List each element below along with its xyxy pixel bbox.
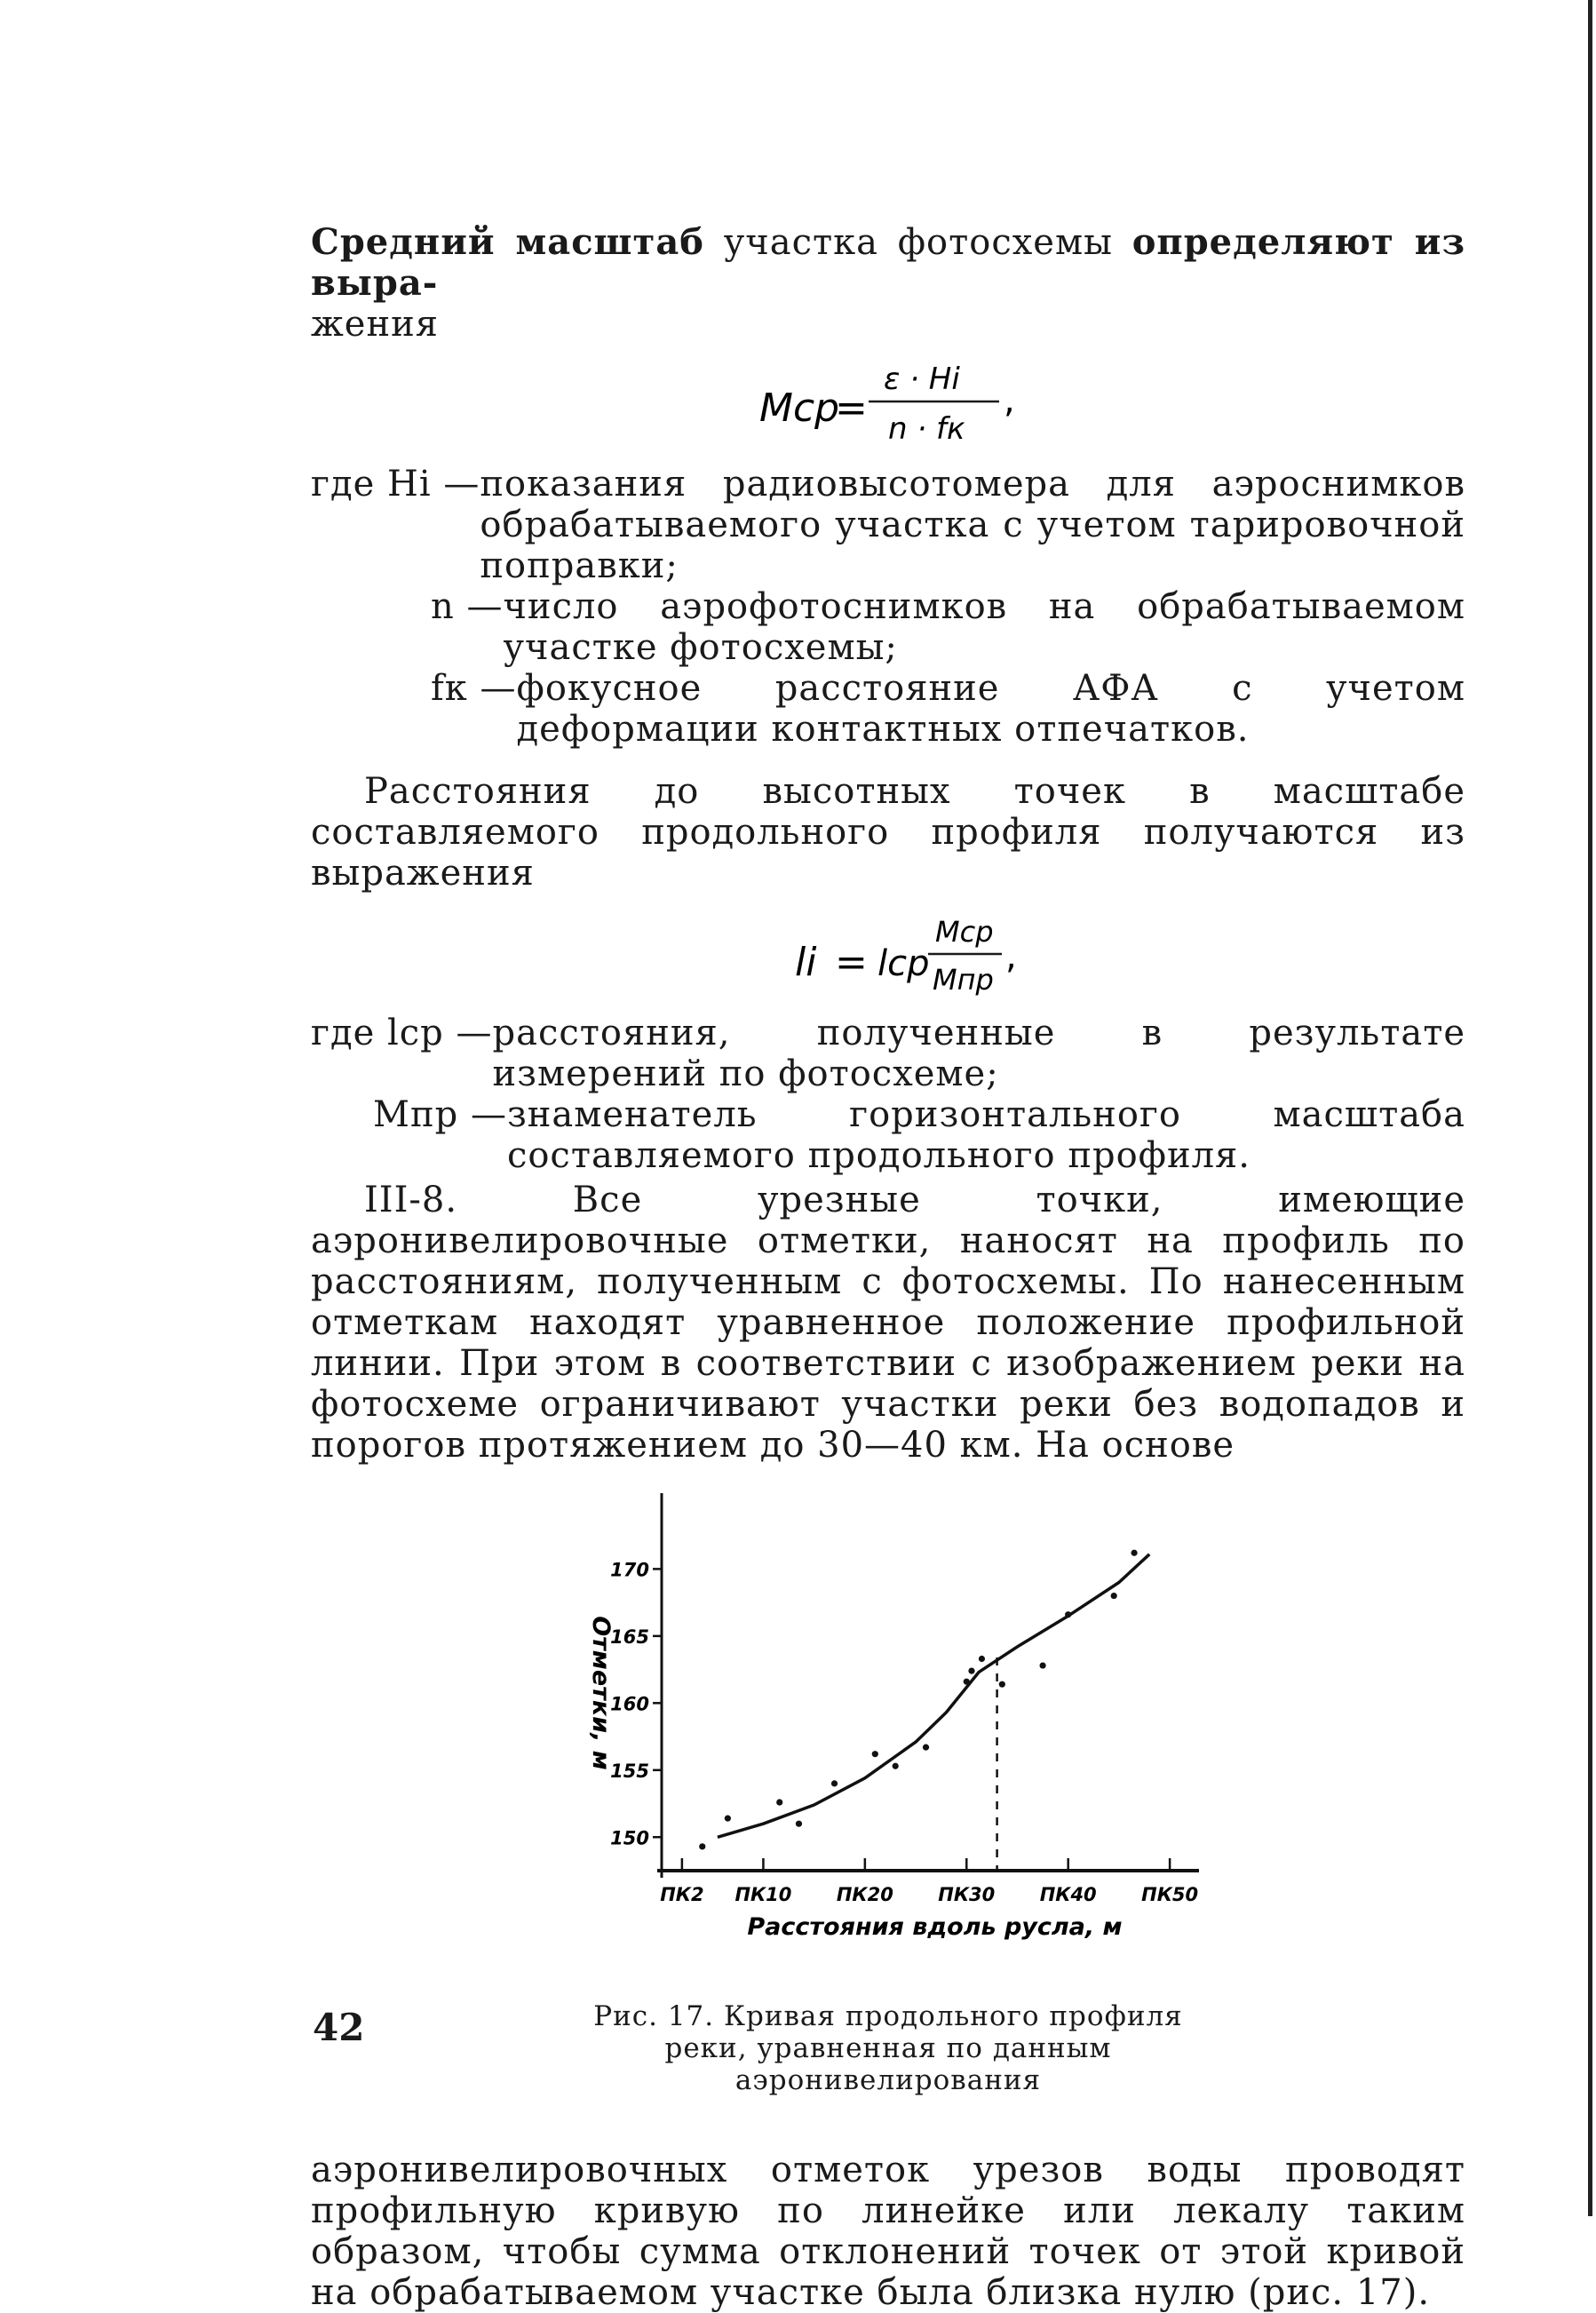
data-point <box>699 1843 705 1849</box>
x-tick-label: ПК2 <box>660 1884 704 1905</box>
page-edge-line <box>1588 0 1592 2216</box>
profile-chart <box>568 1489 1208 1986</box>
definition-row <box>311 1013 1465 1094</box>
paragraph-2: Расстояния до высотных точек в масштабе составляемого продольного профиля получаются из выражения <box>311 771 1465 894</box>
data-point <box>923 1745 929 1751</box>
formula1-eq: = <box>835 386 868 431</box>
data-point <box>968 1667 974 1673</box>
data-point <box>796 1821 802 1827</box>
p1-bold-1: Средний масштаб <box>311 221 704 263</box>
def-rhs: фокусное расстояние АФА с учетом деформации контактных отпечатков. <box>516 668 1465 750</box>
chart-x-label: Расстояния вдоль русла, м <box>747 1913 1123 1941</box>
formula1-tail: , <box>1004 380 1015 421</box>
paragraph-3: III-8. Все урезные точки, имеющие аэронивелировочные отметки, наносят на профиль по расстояниям, полученным с фотосхемы. По нанесенным отметкам находят уравненное положение профильной линии. При этом в соответствии с изображением реки на фотосхеме ограничивают участки реки без водопадов и порогов протяжением до 30—40 км. На основе <box>311 1180 1465 1466</box>
data-point <box>1131 1550 1137 1556</box>
formula-distance-svg <box>311 906 1465 1004</box>
figure-caption: Рис. 17. Кривая продольного профиля реки, уравненная по данным аэронивелирования <box>593 2000 1183 2096</box>
formula1-denominator: n · fк <box>888 411 965 447</box>
formula2-eq: = <box>835 940 868 985</box>
p1-bold-2: определяют из выра- <box>311 221 1465 304</box>
formula2-lhs: li <box>795 940 817 985</box>
x-tick-label: ПК50 <box>1141 1884 1199 1905</box>
formula-scale-svg <box>311 357 1465 455</box>
figure-17 <box>568 1489 1208 1986</box>
formula1-lhs: Mср <box>759 386 840 431</box>
data-point <box>1111 1593 1117 1599</box>
formula2-tail: , <box>1005 936 1017 977</box>
def-lhs: fк — <box>431 668 517 709</box>
paragraph-4: аэронивелировочных отметок урезов воды проводят профильную кривую по линейке или лекалу таким образом, чтобы сумма отклонений точек от этой кривой на обрабатываемом участке была близка нулю (рис. 17). <box>311 2150 1465 2313</box>
def-lhs: n — <box>431 586 504 627</box>
y-tick-label: 155 <box>610 1760 649 1782</box>
fit-curve <box>718 1554 1149 1838</box>
formula1-numerator: ε · Hi <box>884 362 960 397</box>
data-point <box>999 1681 1005 1688</box>
y-tick-label: 170 <box>610 1559 649 1581</box>
formula-distance <box>311 906 1465 1004</box>
chart-fit-curve-group <box>718 1554 1149 1871</box>
x-tick-label: ПК30 <box>938 1884 996 1905</box>
page-body <box>311 222 1465 2313</box>
chart-points-group <box>699 1550 1137 1850</box>
data-point <box>964 1679 970 1685</box>
def-lhs: Mпр — <box>373 1094 507 1135</box>
formula2-numerator: Mср <box>935 915 994 949</box>
def-rhs: показания радиовысотомера для аэроснимков обрабатываемого участка с учетом тарировочной поправки; <box>480 464 1465 586</box>
y-tick-label: 150 <box>610 1827 649 1849</box>
data-point <box>979 1656 985 1662</box>
data-point <box>831 1780 838 1786</box>
y-tick-label: 165 <box>610 1625 649 1648</box>
def-rhs: число аэрофотоснимков на обрабатываемом участке фотосхемы; <box>503 586 1465 668</box>
page-number: 42 <box>313 2006 365 2049</box>
x-tick-label: ПК10 <box>734 1884 792 1905</box>
chart-y-label: Отметки, м <box>587 1616 615 1770</box>
data-point <box>1039 1662 1045 1668</box>
p1-line-2: жения <box>311 304 440 345</box>
paragraph-1 <box>311 222 1465 345</box>
x-tick-label: ПК20 <box>836 1884 893 1905</box>
chart-axes <box>610 1493 1199 1905</box>
definitions-1 <box>311 464 1465 750</box>
formula-scale <box>311 357 1465 455</box>
data-point <box>725 1816 731 1822</box>
formula2-denominator: Mпр <box>933 963 994 997</box>
definition-row <box>311 464 1465 586</box>
data-point <box>872 1751 878 1757</box>
def-rhs: расстояния, полученные в результате измерений по фотосхеме; <box>492 1013 1465 1094</box>
def-lhs: где lср — <box>311 1013 493 1053</box>
def-rhs: знаменатель горизонтального масштаба составляемого продольного профиля. <box>506 1094 1465 1176</box>
data-point <box>776 1799 782 1805</box>
x-tick-label: ПК40 <box>1039 1884 1097 1905</box>
formula2-factor: lср <box>877 943 930 984</box>
definitions-2 <box>311 1013 1465 1176</box>
data-point <box>893 1763 899 1769</box>
data-point <box>1065 1611 1071 1618</box>
definition-row <box>311 668 1465 750</box>
y-tick-label: 160 <box>610 1693 649 1715</box>
p1-mid: участка фотосхемы <box>703 222 1132 263</box>
def-lhs: где Hi — <box>311 464 480 505</box>
definition-row <box>311 586 1465 668</box>
definition-row <box>311 1094 1465 1176</box>
